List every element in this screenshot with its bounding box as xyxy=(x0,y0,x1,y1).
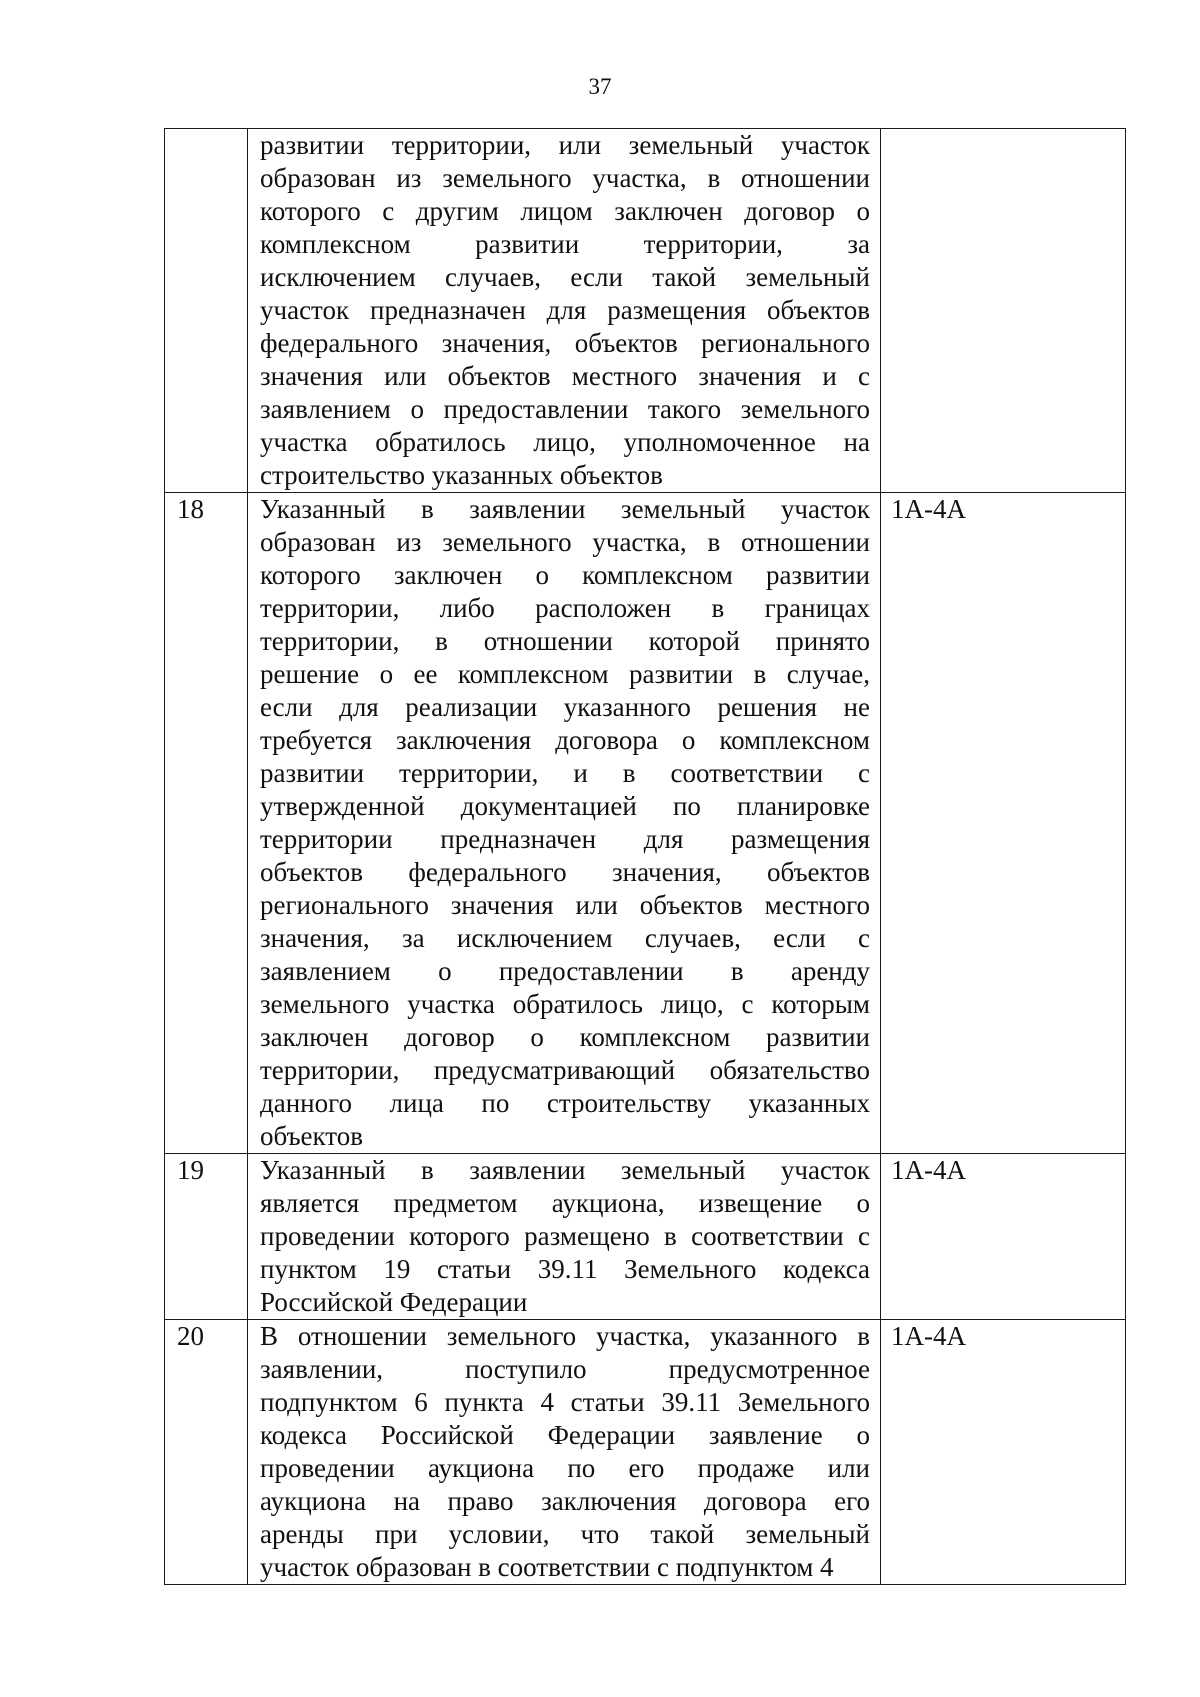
text-line: пунктом 19 статьи 39.11 Земельного кодекса xyxy=(260,1254,870,1284)
text-line: федерального значения, объектов регионального xyxy=(260,328,870,358)
text-line: которого заключен о комплексном развитии xyxy=(260,560,870,590)
text-line: земельного участка обратилось лицо, с которым xyxy=(260,989,870,1019)
text-line: требуется заключения договора о комплексном xyxy=(260,725,870,755)
text-line: является предметом аукциона, извещение о xyxy=(260,1188,870,1218)
text-line: территории, предусматривающий обязательство xyxy=(260,1055,870,1085)
row-text xyxy=(248,1154,881,1320)
text-line: Российской Федерации xyxy=(260,1287,528,1317)
text-line: значения, за исключением случаев, если с xyxy=(260,923,870,953)
row-code xyxy=(881,129,1126,493)
text-line: заявлением о предоставлении в аренду xyxy=(260,956,870,986)
row-number: 20 xyxy=(165,1320,248,1585)
text-line: заявлении, поступило предусмотренное xyxy=(260,1354,870,1384)
text-line: развитии территории, и в соответствии с xyxy=(260,758,870,788)
text-line: участок образован в соответствии с подпунктом 4 xyxy=(260,1552,834,1582)
row-text xyxy=(248,129,881,493)
row-code: 1А-4А xyxy=(881,493,1126,1154)
text-line: утвержденной документацией по планировке xyxy=(260,791,870,821)
text-line: заключен договор о комплексном развитии xyxy=(260,1022,870,1052)
text-line: значения или объектов местного значения и с xyxy=(260,361,870,391)
table-row xyxy=(165,1154,1126,1320)
row-text xyxy=(248,1320,881,1585)
text-line: территории предназначен для размещения xyxy=(260,824,870,854)
text-line: комплексном развитии территории, за xyxy=(260,229,870,259)
row-number xyxy=(165,129,248,493)
text-line: территории, в отношении которой принято xyxy=(260,626,870,656)
text-line: развитии территории, или земельный участок xyxy=(260,130,870,160)
page-number: 37 xyxy=(588,74,612,99)
text-line: образован из земельного участка, в отношении xyxy=(260,163,870,193)
conditions-table xyxy=(164,128,1126,1585)
text-line: территории, либо расположен в границах xyxy=(260,593,870,623)
row-number: 18 xyxy=(165,493,248,1154)
text-line: строительство указанных объектов xyxy=(260,460,663,490)
text-line: образован из земельного участка, в отношении xyxy=(260,527,870,557)
text-line: участка обратилось лицо, уполномоченное на xyxy=(260,427,870,457)
text-line: проведении аукциона по его продаже или xyxy=(260,1453,870,1483)
text-line: если для реализации указанного решения не xyxy=(260,692,870,722)
table-row xyxy=(165,493,1126,1154)
row-text xyxy=(248,493,881,1154)
text-line: данного лица по строительству указанных xyxy=(260,1088,870,1118)
text-line: аренды при условии, что такой земельный xyxy=(260,1519,870,1549)
text-line: кодекса Российской Федерации заявление о xyxy=(260,1420,870,1450)
text-line: которого с другим лицом заключен договор о xyxy=(260,196,870,226)
text-line: решение о ее комплексном развитии в случае, xyxy=(260,659,870,689)
table-row xyxy=(165,1320,1126,1585)
text-line: проведении которого размещено в соответствии с xyxy=(260,1221,870,1251)
text-line: аукциона на право заключения договора его xyxy=(260,1486,870,1516)
text-line: исключением случаев, если такой земельный xyxy=(260,262,870,292)
text-line: регионального значения или объектов местного xyxy=(260,890,870,920)
row-code: 1А-4А xyxy=(881,1320,1126,1585)
text-line: Указанный в заявлении земельный участок xyxy=(260,494,870,524)
text-line: В отношении земельного участка, указанного в xyxy=(260,1321,870,1351)
row-number: 19 xyxy=(165,1154,248,1320)
text-line: Указанный в заявлении земельный участок xyxy=(260,1155,870,1185)
text-line: заявлением о предоставлении такого земельного xyxy=(260,394,870,424)
row-code: 1А-4А xyxy=(881,1154,1126,1320)
text-line: объектов xyxy=(260,1121,363,1151)
text-line: объектов федерального значения, объектов xyxy=(260,857,870,887)
text-line: участок предназначен для размещения объектов xyxy=(260,295,870,325)
table-row xyxy=(165,129,1126,493)
text-line: подпунктом 6 пункта 4 статьи 39.11 Земельного xyxy=(260,1387,870,1417)
